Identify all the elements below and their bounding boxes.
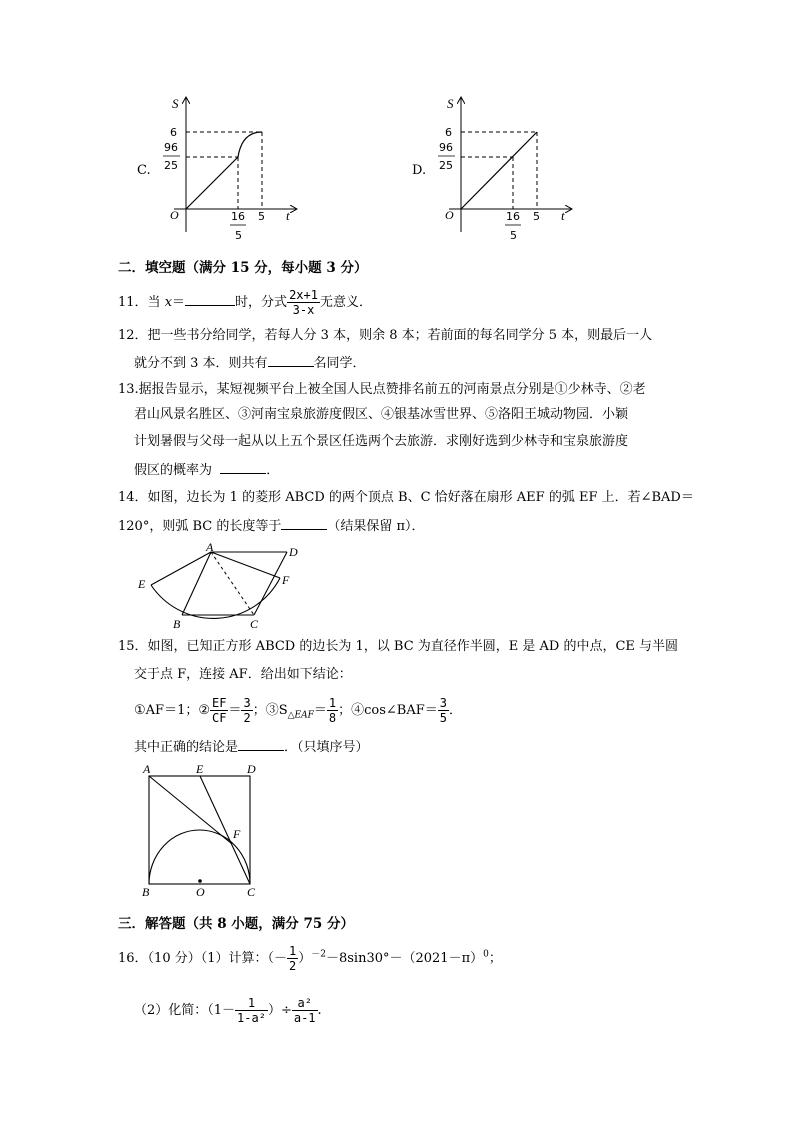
line-segment (186, 157, 238, 209)
question-13-line1: 13.据报告显示，某短视频平台上被全国人民点赞排名前五的河南景点分别是①少林寺、②老 (118, 382, 646, 397)
answer-blank-13[interactable] (220, 459, 266, 474)
question-13-line2: 君山风景名胜区、③河南宝泉旅游度假区、④银基冰雪世界、⑤洛阳王城动物园．小颖 (134, 407, 629, 422)
answer-blank-15[interactable] (238, 736, 284, 751)
graph-d (425, 92, 585, 244)
question-15-line1: 15．如图，已知正方形 ABCD 的边长为 1，以 BC 为直径作半圆，E 是 AD 的中点，CE 与半圆 (118, 639, 679, 654)
answer-blank-14[interactable] (281, 515, 327, 530)
svg-text:D: D (247, 762, 256, 776)
seg-af (149, 776, 232, 844)
svg-text:O: O (196, 885, 205, 899)
seg-ae (151, 552, 211, 585)
y-tick-6: 6 (170, 126, 177, 139)
section-2-title: 二．填空题（满分 15 分，每小题 3 分） (118, 260, 368, 276)
svg-text:A: A (143, 762, 151, 776)
x-tick-5-den: 5 (510, 229, 517, 242)
svg-text:D: D (289, 545, 298, 559)
t-axis-label: t (561, 208, 565, 223)
svg-text:E: E (196, 762, 204, 776)
arc-ef (151, 578, 280, 618)
question-15-conclusions: ①AF＝1；② $\frac{EF}{CF}$ ＝ $\frac{3}{2}$ ；$③S_{\triangle EAF}=$ $\frac{1}{8}$ ；④cos∠BAF＝ $\frac{3}{5}$ ． (134, 696, 462, 725)
svg-text:C: C (250, 617, 259, 631)
svg-text:F: F (282, 573, 290, 587)
question-15-line2: 交于点 F，连接 AF．给出如下结论： (134, 667, 352, 682)
question-12-line2: 就分不到 3 本．则共有 名同学． (134, 352, 366, 374)
svg-text:B: B (142, 885, 150, 899)
graph-c (150, 92, 310, 244)
question-12-line1: 12．把一些书分给同学，若每人分 3 本，则余 8 本；若前面的每名同学分 5 本，则最后一人 (118, 328, 653, 343)
figure-15 (140, 762, 264, 900)
y-tick-25: 25 (439, 159, 453, 172)
figure-14 (132, 540, 312, 632)
origin-label: O (445, 208, 454, 222)
option-d-label: D. (412, 163, 427, 178)
x-tick-16: 16 (231, 210, 245, 223)
t-axis-label: t (286, 208, 290, 223)
question-11: 11．当 x＝ 时，分式 $\frac{2x+1}{3-x}$ 无意义． (118, 288, 372, 317)
svg-text:E: E (138, 577, 146, 591)
svg-text:C: C (247, 885, 256, 899)
seg-ce (200, 776, 250, 884)
x-tick-5: 5 (258, 210, 265, 223)
section-3-title: 三．解答题（共 8 小题，满分 75 分） (118, 916, 354, 932)
curve-segment (238, 132, 262, 157)
question-16-part2: （2）化简：（1－ $\frac{1}{\text{1-a²}}$ ）÷ $\frac{\text{a²}}{a-1}$ . (134, 996, 322, 1025)
svg-text:B: B (173, 617, 181, 631)
seg-ab (182, 552, 211, 615)
s-axis-label: S (172, 96, 179, 111)
question-14-line1: 14．如图，边长为 1 的菱形 ABCD 的两个顶点 B、C 恰好落在扇形 AEF 的弧 EF 上．若∠BAD＝ (118, 490, 694, 505)
point-o (198, 879, 202, 883)
svg-text:F: F (233, 827, 241, 841)
option-c-label: C. (137, 163, 151, 178)
y-tick-96: 96 (164, 141, 178, 154)
x-tick-16: 16 (506, 210, 520, 223)
y-tick-25: 25 (164, 159, 178, 172)
answer-blank-11[interactable] (185, 291, 235, 306)
question-13-line4: 假区的概率为 ． (134, 459, 279, 481)
question-15-line4: 其中正确的结论是 ．（只填序号） (134, 736, 369, 758)
y-tick-6: 6 (445, 126, 452, 139)
origin-label: O (170, 208, 179, 222)
question-16-part1: 16．（10 分）（1）计算：（－ $\frac{1}{2}$ ）$^{-2}-8\sin 30^\circ-(2021-\pi)^0$； (118, 944, 502, 973)
y-tick-96: 96 (439, 141, 453, 154)
x-tick-5: 5 (533, 210, 540, 223)
question-13-line3: 计划暑假与父母一起从以上五个景区任选两个去旅游．求刚好选到少林寺和宝泉旅游度 (134, 434, 629, 449)
svg-text:A: A (206, 540, 214, 554)
question-14-line2: 120°，则弧 BC 的长度等于 （结果保留 π）． (118, 515, 425, 537)
answer-blank-12[interactable] (268, 352, 314, 367)
x-tick-5-den: 5 (235, 229, 242, 242)
seg-ac (211, 552, 254, 615)
seg-af (211, 552, 280, 578)
fraction-11: $\frac{2x+1}{3-x}$ (289, 288, 318, 317)
s-axis-label: S (447, 96, 454, 111)
line-segment (461, 132, 537, 209)
